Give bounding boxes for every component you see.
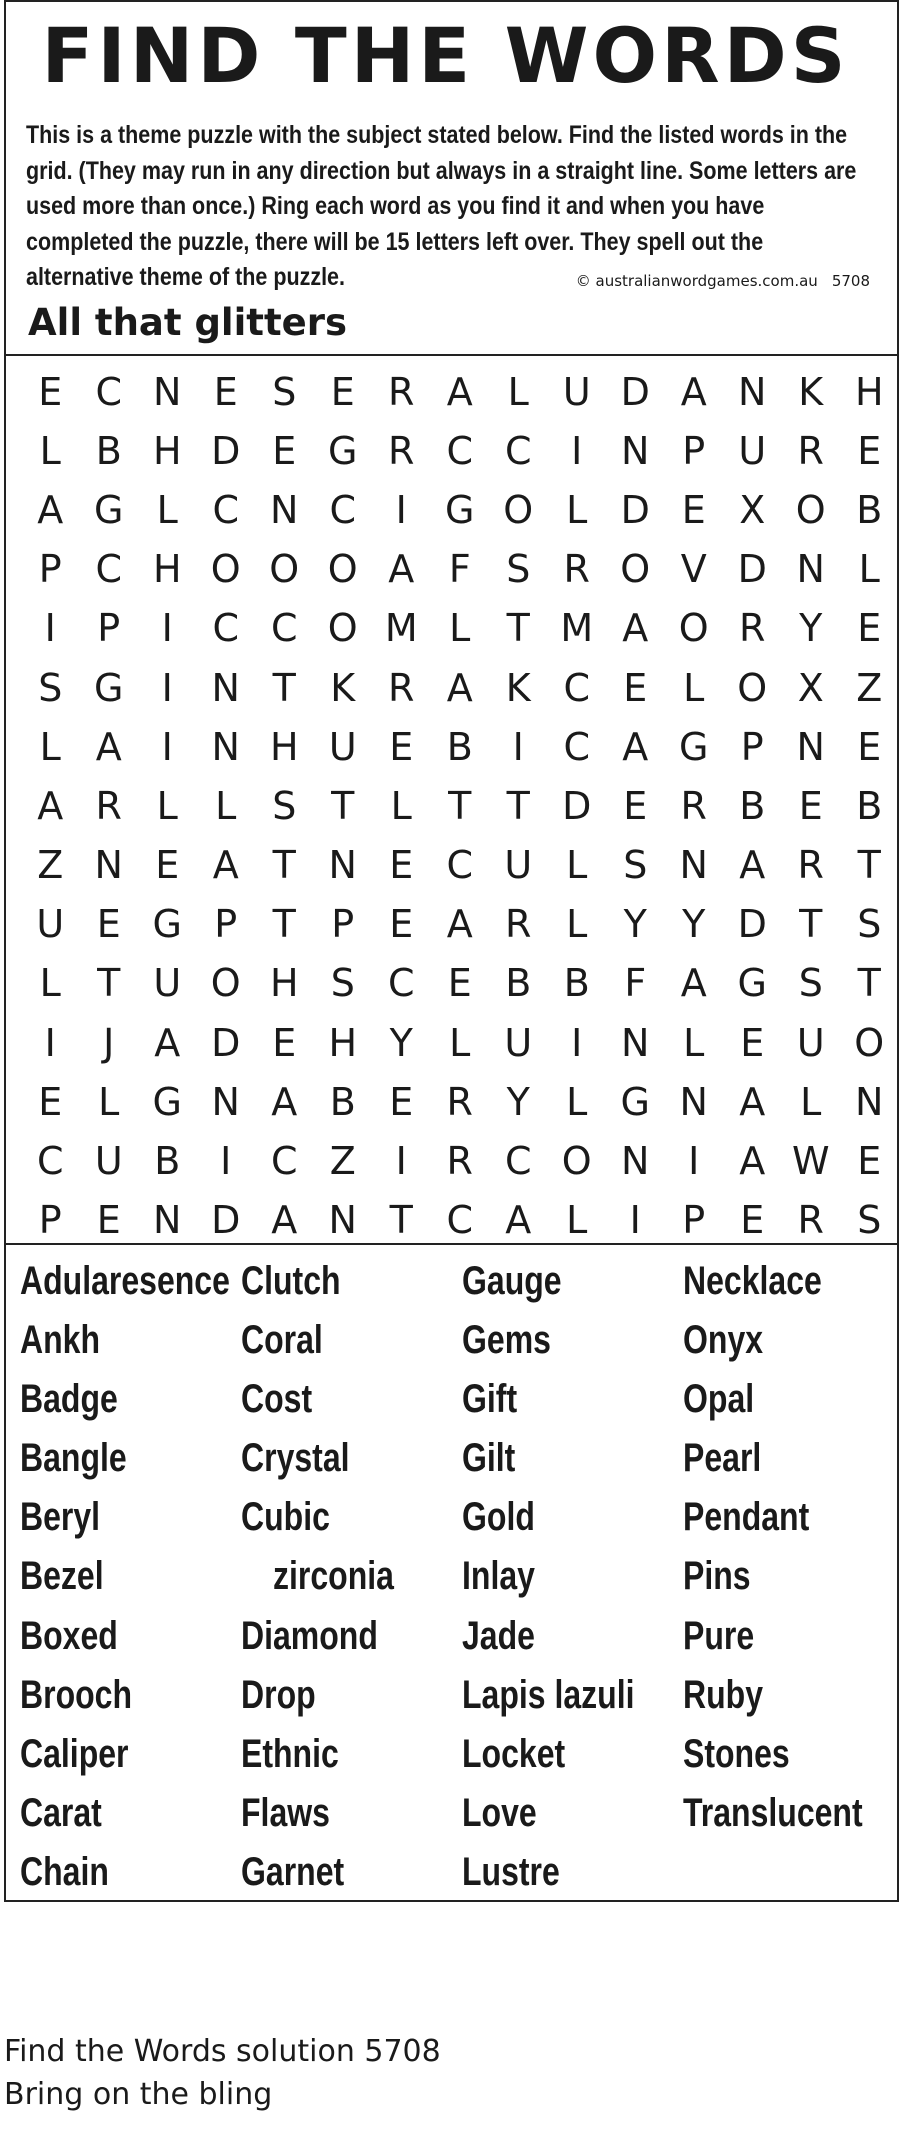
grid-cell[interactable]: O bbox=[737, 665, 768, 710]
grid-cell[interactable]: E bbox=[330, 369, 355, 414]
word-list-item: Caliper bbox=[20, 1731, 129, 1776]
grid-cell[interactable]: O bbox=[795, 487, 826, 532]
puzzle-subject: All that glitters bbox=[28, 301, 348, 344]
word-list-item: Flaws bbox=[241, 1790, 330, 1835]
grid-cell[interactable]: N bbox=[211, 724, 240, 769]
grid-cell[interactable]: B bbox=[329, 1079, 356, 1124]
credit-line bbox=[576, 272, 870, 290]
grid-cell[interactable]: H bbox=[269, 961, 299, 1006]
grid-cell[interactable]: G bbox=[620, 1079, 650, 1124]
grid-cell[interactable]: B bbox=[446, 724, 473, 769]
word-list-item: zirconia bbox=[273, 1554, 394, 1599]
grid-cell[interactable]: L bbox=[156, 783, 178, 828]
grid-cell[interactable]: B bbox=[739, 783, 766, 828]
grid-cell[interactable]: D bbox=[211, 428, 241, 473]
grid-cell[interactable]: C bbox=[563, 665, 591, 710]
grid-cell[interactable]: N bbox=[328, 843, 357, 888]
word-list-item: Stones bbox=[683, 1731, 790, 1776]
word-column-2 bbox=[241, 1252, 462, 1902]
word-list-item: Bezel bbox=[20, 1554, 104, 1599]
grid-cell[interactable]: N bbox=[796, 724, 825, 769]
grid-cell[interactable]: G bbox=[328, 428, 358, 473]
grid-cell[interactable]: A bbox=[95, 724, 122, 769]
word-list-item: Bangle bbox=[20, 1436, 127, 1481]
grid-cell[interactable]: B bbox=[505, 961, 532, 1006]
grid-cell[interactable]: A bbox=[680, 369, 707, 414]
grid-cell[interactable]: R bbox=[505, 902, 532, 947]
grid-cell[interactable]: M bbox=[560, 606, 594, 651]
grid-cell[interactable]: V bbox=[680, 547, 707, 592]
grid-cell[interactable]: A bbox=[739, 843, 766, 888]
word-list-item: Drop bbox=[241, 1672, 316, 1717]
grid-cell[interactable]: U bbox=[328, 724, 357, 769]
grid-cell[interactable]: D bbox=[211, 1020, 241, 1065]
grid-cell[interactable]: D bbox=[737, 902, 767, 947]
grid-cell[interactable]: A bbox=[505, 1198, 532, 1243]
grid-cell[interactable]: U bbox=[504, 1020, 533, 1065]
grid-cell[interactable]: K bbox=[798, 369, 824, 414]
word-list-item: Clutch bbox=[241, 1259, 341, 1303]
word-list-item: Jade bbox=[462, 1613, 535, 1658]
word-list-item: Beryl bbox=[20, 1495, 101, 1540]
solution-line: Find the Words solution 5708 bbox=[4, 2034, 441, 2069]
word-list-item: Gold bbox=[462, 1495, 535, 1540]
grid-cell[interactable]: L bbox=[683, 1020, 705, 1065]
grid-cell[interactable]: R bbox=[797, 843, 824, 888]
grid-cell[interactable]: C bbox=[504, 428, 532, 473]
grid-cell[interactable]: O bbox=[503, 487, 534, 532]
grid-cell[interactable]: O bbox=[269, 547, 300, 592]
grid-cell[interactable]: N bbox=[328, 1198, 357, 1243]
word-list-item: Crystal bbox=[241, 1436, 350, 1481]
grid-cell[interactable]: P bbox=[682, 1198, 706, 1243]
grid-cell[interactable]: G bbox=[679, 724, 709, 769]
grid-cell[interactable]: P bbox=[38, 1198, 62, 1243]
grid-cell[interactable]: R bbox=[446, 1139, 473, 1184]
word-list-item: Locket bbox=[462, 1731, 566, 1776]
grid-cell[interactable]: I bbox=[161, 665, 173, 710]
grid-cell[interactable]: H bbox=[269, 724, 299, 769]
grid-cell[interactable]: N bbox=[796, 547, 825, 592]
word-list-item: Adularesence bbox=[20, 1259, 230, 1303]
grid-cell[interactable]: E bbox=[681, 487, 706, 532]
grid-cell[interactable]: U bbox=[94, 1139, 123, 1184]
grid-cell[interactable]: Z bbox=[856, 665, 883, 710]
grid-cell[interactable]: N bbox=[153, 369, 182, 414]
letter-grid bbox=[21, 362, 899, 1250]
word-list-item: Ruby bbox=[683, 1672, 763, 1717]
word-list-item: Coral bbox=[241, 1318, 323, 1363]
grid-cell[interactable]: G bbox=[94, 487, 124, 532]
word-column-3 bbox=[462, 1252, 683, 1902]
word-list-item: Cubic bbox=[241, 1495, 330, 1540]
grid-cell[interactable]: L bbox=[39, 961, 61, 1006]
word-list-item: Ankh bbox=[20, 1318, 100, 1363]
grid-cell[interactable]: I bbox=[44, 1020, 56, 1065]
grid-cell[interactable]: A bbox=[739, 1139, 766, 1184]
grid-cell[interactable]: P bbox=[38, 547, 62, 592]
word-list-item: Gift bbox=[462, 1377, 518, 1422]
grid-cell[interactable]: S bbox=[272, 783, 297, 828]
grid-cell[interactable]: I bbox=[44, 606, 56, 651]
grid-cell[interactable]: E bbox=[798, 783, 823, 828]
grid-cell[interactable]: E bbox=[857, 1139, 882, 1184]
grid-cell[interactable]: R bbox=[446, 1079, 473, 1124]
grid-cell[interactable]: J bbox=[103, 1020, 115, 1065]
grid-cell[interactable]: K bbox=[505, 665, 531, 710]
grid-cell[interactable]: P bbox=[214, 902, 238, 947]
divider-top bbox=[4, 354, 899, 356]
grid-cell[interactable]: N bbox=[738, 369, 767, 414]
grid-cell[interactable]: E bbox=[447, 961, 472, 1006]
grid-cell[interactable]: L bbox=[858, 547, 880, 592]
grid-cell[interactable]: A bbox=[680, 961, 707, 1006]
grid-cell[interactable]: G bbox=[94, 665, 124, 710]
grid-cell[interactable]: R bbox=[388, 428, 415, 473]
grid-cell[interactable]: L bbox=[39, 428, 61, 473]
grid-cell[interactable]: T bbox=[272, 843, 296, 888]
grid-cell[interactable]: A bbox=[37, 487, 64, 532]
grid-cell[interactable]: N bbox=[211, 1079, 240, 1124]
grid-cell[interactable]: O bbox=[327, 606, 358, 651]
grid-cell[interactable]: Z bbox=[329, 1139, 356, 1184]
grid-cell[interactable]: A bbox=[271, 1198, 298, 1243]
grid-cell[interactable]: D bbox=[562, 783, 592, 828]
grid-cell[interactable]: O bbox=[210, 547, 241, 592]
grid-cell[interactable]: L bbox=[390, 783, 412, 828]
grid-cell[interactable]: R bbox=[95, 783, 122, 828]
word-list-item: Inlay bbox=[462, 1554, 535, 1599]
grid-cell[interactable]: P bbox=[740, 724, 764, 769]
grid-cell[interactable]: Y bbox=[623, 902, 647, 947]
grid-cell[interactable]: L bbox=[449, 1020, 471, 1065]
word-list-item: Cost bbox=[241, 1377, 313, 1422]
grid-cell[interactable]: I bbox=[161, 724, 173, 769]
word-list-item: Gilt bbox=[462, 1436, 516, 1481]
grid-cell[interactable]: U bbox=[504, 843, 533, 888]
word-column-4 bbox=[683, 1252, 883, 1902]
grid-cell[interactable]: A bbox=[622, 724, 649, 769]
grid-cell[interactable]: C bbox=[329, 487, 357, 532]
grid-cell[interactable]: L bbox=[156, 487, 178, 532]
grid-cell[interactable]: R bbox=[388, 665, 415, 710]
grid-cell[interactable]: I bbox=[395, 487, 407, 532]
grid-cell[interactable]: C bbox=[446, 843, 474, 888]
grid-cell[interactable]: C bbox=[95, 369, 123, 414]
grid-cell[interactable]: R bbox=[797, 428, 824, 473]
puzzle-number: 5708 bbox=[831, 272, 870, 290]
grid-cell[interactable]: T bbox=[272, 665, 296, 710]
word-list-item: Lapis lazuli bbox=[462, 1672, 635, 1717]
grid-cell[interactable]: E bbox=[740, 1020, 765, 1065]
grid-cell[interactable]: L bbox=[566, 1198, 588, 1243]
grid-cell[interactable]: X bbox=[797, 665, 824, 710]
grid-cell[interactable]: G bbox=[152, 1079, 182, 1124]
grid-cell[interactable]: F bbox=[624, 961, 647, 1006]
word-list-item: Carat bbox=[20, 1790, 102, 1835]
grid-cell[interactable]: E bbox=[272, 428, 297, 473]
grid-cell[interactable]: G bbox=[152, 902, 182, 947]
instructions: This is a theme puzzle with the subject stated below. Find the listed words in the grid. (They may run in any direction but always in a straight line. Some letters are used more than once.) Ring each word as you find it and when you have completed the puzzle, there will be 15 letters left over. They spell out the alternative theme of the puzzle. bbox=[26, 121, 857, 291]
grid-cell[interactable]: E bbox=[389, 902, 414, 947]
grid-cell[interactable]: L bbox=[566, 487, 588, 532]
grid-cell[interactable]: N bbox=[679, 843, 708, 888]
grid-cell[interactable]: E bbox=[623, 783, 648, 828]
word-list-item: Garnet bbox=[241, 1849, 345, 1894]
grid-cell[interactable]: C bbox=[387, 961, 415, 1006]
grid-cell[interactable]: U bbox=[738, 428, 767, 473]
grid-cell[interactable]: L bbox=[566, 902, 588, 947]
grid-cell[interactable]: D bbox=[620, 487, 650, 532]
grid-cell[interactable]: L bbox=[98, 1079, 120, 1124]
puzzle-title: FIND THE WORDS bbox=[41, 11, 850, 100]
grid-cell[interactable]: R bbox=[739, 606, 766, 651]
grid-cell[interactable]: C bbox=[270, 1139, 298, 1184]
grid-cell[interactable]: A bbox=[37, 783, 64, 828]
word-list-item: Onyx bbox=[683, 1318, 764, 1363]
word-list-item: Love bbox=[462, 1790, 537, 1835]
grid-cell[interactable]: M bbox=[384, 606, 418, 651]
grid-cell[interactable]: O bbox=[327, 547, 358, 592]
grid-cell[interactable]: Y bbox=[506, 1079, 530, 1124]
grid-cell[interactable]: C bbox=[36, 1139, 64, 1184]
grid-cell[interactable]: N bbox=[270, 487, 299, 532]
grid-cell[interactable]: C bbox=[270, 606, 298, 651]
grid-cell[interactable]: R bbox=[797, 1198, 824, 1243]
grid-cell[interactable]: Y bbox=[389, 1020, 413, 1065]
word-list-item: Gems bbox=[462, 1318, 551, 1363]
grid-cell[interactable]: H bbox=[152, 547, 182, 592]
credit-site: © australianwordgames.com.au bbox=[575, 272, 818, 290]
grid-cell[interactable]: I bbox=[629, 1198, 641, 1243]
grid-cell[interactable]: A bbox=[212, 843, 239, 888]
grid-cell[interactable]: R bbox=[388, 369, 415, 414]
grid-cell[interactable]: E bbox=[272, 1020, 297, 1065]
grid-cell[interactable]: T bbox=[506, 783, 530, 828]
grid-cell[interactable]: I bbox=[512, 724, 524, 769]
grid-cell[interactable]: G bbox=[737, 961, 767, 1006]
grid-cell[interactable]: E bbox=[96, 1198, 121, 1243]
grid-cell[interactable]: N bbox=[621, 1020, 650, 1065]
grid-cell[interactable]: D bbox=[737, 547, 767, 592]
grid-cell[interactable]: O bbox=[561, 1139, 592, 1184]
grid-cell[interactable]: H bbox=[152, 428, 182, 473]
word-list-item: Ethnic bbox=[241, 1731, 339, 1776]
grid-cell[interactable]: C bbox=[446, 1198, 474, 1243]
grid-cell[interactable]: E bbox=[38, 369, 63, 414]
grid-cell[interactable]: S bbox=[798, 961, 823, 1006]
grid-cell[interactable]: X bbox=[739, 487, 766, 532]
grid-cell[interactable]: I bbox=[395, 1139, 407, 1184]
grid-cell[interactable]: E bbox=[623, 665, 648, 710]
grid-cell[interactable]: D bbox=[211, 1198, 241, 1243]
grid-cell[interactable]: G bbox=[445, 487, 475, 532]
divider-bottom bbox=[4, 1243, 899, 1245]
grid-cell[interactable]: R bbox=[680, 783, 707, 828]
grid-cell[interactable]: I bbox=[571, 428, 583, 473]
grid-cell[interactable]: D bbox=[620, 369, 650, 414]
grid-cell[interactable]: A bbox=[446, 665, 473, 710]
grid-cell[interactable]: H bbox=[854, 369, 884, 414]
grid-cell[interactable]: T bbox=[857, 961, 881, 1006]
grid-cell[interactable]: O bbox=[854, 1020, 885, 1065]
grid-cell[interactable]: S bbox=[38, 665, 63, 710]
grid-cell[interactable]: T bbox=[389, 1198, 413, 1243]
grid-cell[interactable]: A bbox=[446, 902, 473, 947]
grid-cell[interactable]: O bbox=[620, 547, 651, 592]
grid-cell[interactable]: T bbox=[448, 783, 472, 828]
grid-cell[interactable]: S bbox=[857, 902, 882, 947]
grid-cell[interactable]: N bbox=[153, 1198, 182, 1243]
grid-cell[interactable]: C bbox=[563, 724, 591, 769]
word-list-item: Pins bbox=[683, 1554, 751, 1599]
grid-cell[interactable]: E bbox=[96, 902, 121, 947]
grid-cell[interactable]: T bbox=[331, 783, 355, 828]
word-list-item: Chain bbox=[20, 1849, 109, 1894]
grid-cell[interactable]: I bbox=[688, 1139, 700, 1184]
grid-cell[interactable]: C bbox=[95, 547, 123, 592]
grid-cell[interactable]: O bbox=[210, 961, 241, 1006]
grid-cell[interactable]: L bbox=[39, 724, 61, 769]
grid-cell[interactable]: E bbox=[155, 843, 180, 888]
grid-cell[interactable]: E bbox=[389, 843, 414, 888]
grid-cell[interactable]: B bbox=[563, 961, 590, 1006]
grid-cell[interactable]: T bbox=[506, 606, 530, 651]
grid-cell[interactable]: U bbox=[153, 961, 182, 1006]
grid-cell[interactable]: C bbox=[446, 428, 474, 473]
grid-cell[interactable]: L bbox=[215, 783, 237, 828]
grid-cell[interactable]: P bbox=[97, 606, 121, 651]
grid-cell[interactable]: P bbox=[682, 428, 706, 473]
word-list-item: Badge bbox=[20, 1377, 118, 1422]
word-list-item: Translucent bbox=[683, 1790, 863, 1835]
word-list-item: Lustre bbox=[462, 1849, 560, 1894]
grid-cell[interactable]: T bbox=[857, 843, 881, 888]
grid-cell[interactable]: N bbox=[621, 428, 650, 473]
grid-cell[interactable]: Z bbox=[37, 843, 64, 888]
word-list-item: Opal bbox=[683, 1377, 755, 1422]
grid-cell[interactable]: E bbox=[857, 428, 882, 473]
grid-cell[interactable]: R bbox=[563, 547, 590, 592]
word-list bbox=[20, 1252, 883, 1902]
grid-cell[interactable]: Y bbox=[682, 902, 706, 947]
grid-cell[interactable]: E bbox=[740, 1198, 765, 1243]
word-list-item: Diamond bbox=[241, 1613, 378, 1658]
grid-cell[interactable]: O bbox=[678, 606, 709, 651]
grid-cell[interactable]: U bbox=[36, 902, 65, 947]
solution-block bbox=[4, 2030, 441, 2116]
grid-cell[interactable]: S bbox=[623, 843, 648, 888]
grid-cell[interactable]: C bbox=[212, 487, 240, 532]
grid-cell[interactable]: A bbox=[622, 606, 649, 651]
grid-cell[interactable]: U bbox=[796, 1020, 825, 1065]
grid-cell[interactable]: E bbox=[857, 606, 882, 651]
grid-cell[interactable]: K bbox=[330, 665, 356, 710]
word-list-item: Pure bbox=[683, 1613, 755, 1658]
grid-cell[interactable]: S bbox=[330, 961, 355, 1006]
grid-cell[interactable]: I bbox=[161, 606, 173, 651]
grid-cell[interactable]: P bbox=[331, 902, 355, 947]
grid-cell[interactable]: T bbox=[799, 902, 823, 947]
grid-cell[interactable]: S bbox=[857, 1198, 882, 1243]
grid-cell[interactable]: A bbox=[446, 369, 473, 414]
word-list-item: Necklace bbox=[683, 1259, 822, 1303]
grid-cell[interactable]: A bbox=[271, 1079, 298, 1124]
word-list-item: Pendant bbox=[683, 1495, 810, 1540]
grid-cell[interactable]: C bbox=[212, 606, 240, 651]
grid-cell[interactable]: T bbox=[97, 961, 121, 1006]
word-list-item: Pearl bbox=[683, 1436, 762, 1481]
grid-cell[interactable]: B bbox=[154, 1139, 181, 1184]
grid-cell[interactable]: L bbox=[449, 606, 471, 651]
grid-cell[interactable]: E bbox=[38, 1079, 63, 1124]
grid-cell[interactable]: E bbox=[213, 369, 238, 414]
grid-cell[interactable]: A bbox=[154, 1020, 181, 1065]
grid-cell[interactable]: I bbox=[220, 1139, 232, 1184]
grid-cell[interactable]: L bbox=[566, 1079, 588, 1124]
grid-cell[interactable]: L bbox=[683, 665, 705, 710]
grid-cell[interactable]: T bbox=[272, 902, 296, 947]
grid-cell[interactable]: E bbox=[389, 1079, 414, 1124]
grid-cell[interactable]: L bbox=[566, 843, 588, 888]
grid-cell[interactable]: L bbox=[507, 369, 529, 414]
grid-cell[interactable]: W bbox=[791, 1139, 830, 1184]
grid-cell[interactable]: C bbox=[504, 1139, 532, 1184]
word-column-1 bbox=[20, 1252, 241, 1902]
grid-cell[interactable]: N bbox=[855, 1079, 884, 1124]
grid-cell[interactable]: N bbox=[211, 665, 240, 710]
grid-cell[interactable]: E bbox=[857, 724, 882, 769]
grid-cell[interactable]: N bbox=[679, 1079, 708, 1124]
grid-cell[interactable]: S bbox=[506, 547, 531, 592]
grid-cell[interactable]: Y bbox=[799, 606, 823, 651]
word-list-item: Brooch bbox=[20, 1672, 132, 1717]
grid-cell[interactable]: I bbox=[571, 1020, 583, 1065]
grid-cell[interactable]: B bbox=[95, 428, 122, 473]
word-list-item: Boxed bbox=[20, 1613, 118, 1658]
grid-cell[interactable]: F bbox=[448, 547, 471, 592]
grid-cell[interactable]: L bbox=[800, 1079, 822, 1124]
grid-cell[interactable]: U bbox=[562, 369, 591, 414]
grid-cell[interactable]: S bbox=[272, 369, 297, 414]
grid-cell[interactable]: H bbox=[328, 1020, 358, 1065]
grid-cell[interactable]: N bbox=[621, 1139, 650, 1184]
grid-cell[interactable]: B bbox=[856, 487, 883, 532]
grid-cell[interactable]: A bbox=[388, 547, 415, 592]
solution-answer: Bring on the bling bbox=[4, 2077, 273, 2112]
grid-cell[interactable]: A bbox=[739, 1079, 766, 1124]
grid-cell[interactable]: B bbox=[856, 783, 883, 828]
grid-cell[interactable]: E bbox=[389, 724, 414, 769]
grid-cell[interactable]: N bbox=[94, 843, 123, 888]
word-list-item: Gauge bbox=[462, 1259, 562, 1303]
